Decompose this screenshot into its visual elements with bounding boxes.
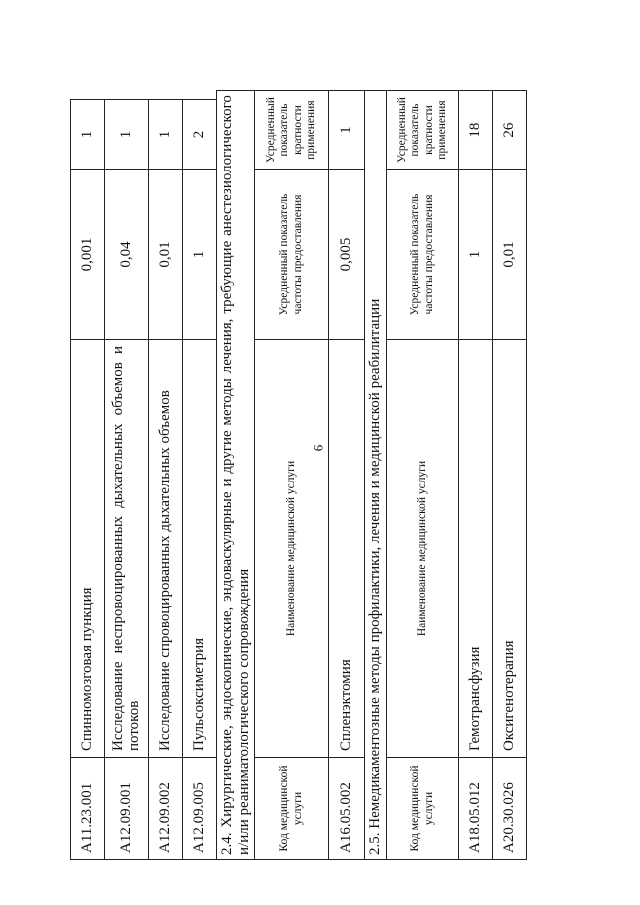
- service-code: A12.09.002: [149, 758, 183, 860]
- section-title-row: [365, 91, 387, 860]
- header-row: [255, 91, 329, 860]
- service-name: Оксигенотерапия: [493, 340, 527, 758]
- service-code: A12.09.001: [105, 758, 149, 860]
- section-2-5-table: [364, 90, 527, 860]
- header-code: Код медицинской услуги: [387, 758, 459, 860]
- frequency-value: 0,001: [71, 170, 105, 340]
- rotated-page-content: [70, 70, 530, 860]
- service-name: Исследование спровоцированных дыхательных объемов: [149, 340, 183, 758]
- table-row: [459, 91, 493, 860]
- table-row: [149, 100, 183, 860]
- service-code: A16.05.002: [329, 758, 365, 860]
- frequency-value: 0,01: [149, 170, 183, 340]
- services-table-continued: [70, 99, 217, 860]
- service-code: A20.30.026: [493, 758, 527, 860]
- section-2-4-table: [216, 90, 365, 860]
- service-name: Спленэктомия: [329, 340, 365, 758]
- section-title: 2.4. Хирургические, эндоскопические, эндоваскулярные и другие методы лечения, требующие анестезиологического и/или реаниматологического сопровождения: [217, 91, 255, 860]
- table-row: [329, 91, 365, 860]
- frequency-value: 0,01: [493, 170, 527, 340]
- service-name: Спинномозговая пункция: [71, 340, 105, 758]
- multiplicity-value: 1: [71, 100, 105, 170]
- header-frequency: Усредненный показатель частоты предоставления: [387, 170, 459, 340]
- header-frequency: Усредненный показатель частоты предоставления: [255, 170, 329, 340]
- service-name: Гемотрансфузия: [459, 340, 493, 758]
- service-code: A11.23.001: [71, 758, 105, 860]
- table-row: [493, 91, 527, 860]
- multiplicity-value: 1: [105, 100, 149, 170]
- table-row: [71, 100, 105, 860]
- header-multiplicity: Усредненный показатель кратности применения: [255, 91, 329, 170]
- header-multiplicity: Усредненный показатель кратности применения: [387, 91, 459, 170]
- frequency-value: 0,04: [105, 170, 149, 340]
- service-code: A18.05.012: [459, 758, 493, 860]
- header-row: [387, 91, 459, 860]
- header-name: Наименование медицинской услуги: [255, 340, 329, 758]
- service-code: A12.09.005: [183, 758, 217, 860]
- table-row: [183, 100, 217, 860]
- service-name: Пульсоксиметрия: [183, 340, 217, 758]
- page-number: 9: [311, 444, 326, 452]
- section-title: 2.5. Немедикаментозные методы профилактики, лечения и медицинской реабилитации: [365, 91, 387, 860]
- multiplicity-value: 1: [149, 100, 183, 170]
- header-code: Код медицинской услуги: [255, 758, 329, 860]
- multiplicity-value: 1: [329, 91, 365, 170]
- section-title-row: [217, 91, 255, 860]
- frequency-value: 1: [459, 170, 493, 340]
- table-row: [105, 100, 149, 860]
- multiplicity-value: 26: [493, 91, 527, 170]
- header-name: Наименование медицинской услуги: [387, 340, 459, 758]
- frequency-value: 1: [183, 170, 217, 340]
- multiplicity-value: 18: [459, 91, 493, 170]
- service-name: Исследование неспровоцированных дыхательных объемов и потоков: [105, 340, 149, 758]
- multiplicity-value: 2: [183, 100, 217, 170]
- frequency-value: 0,005: [329, 170, 365, 340]
